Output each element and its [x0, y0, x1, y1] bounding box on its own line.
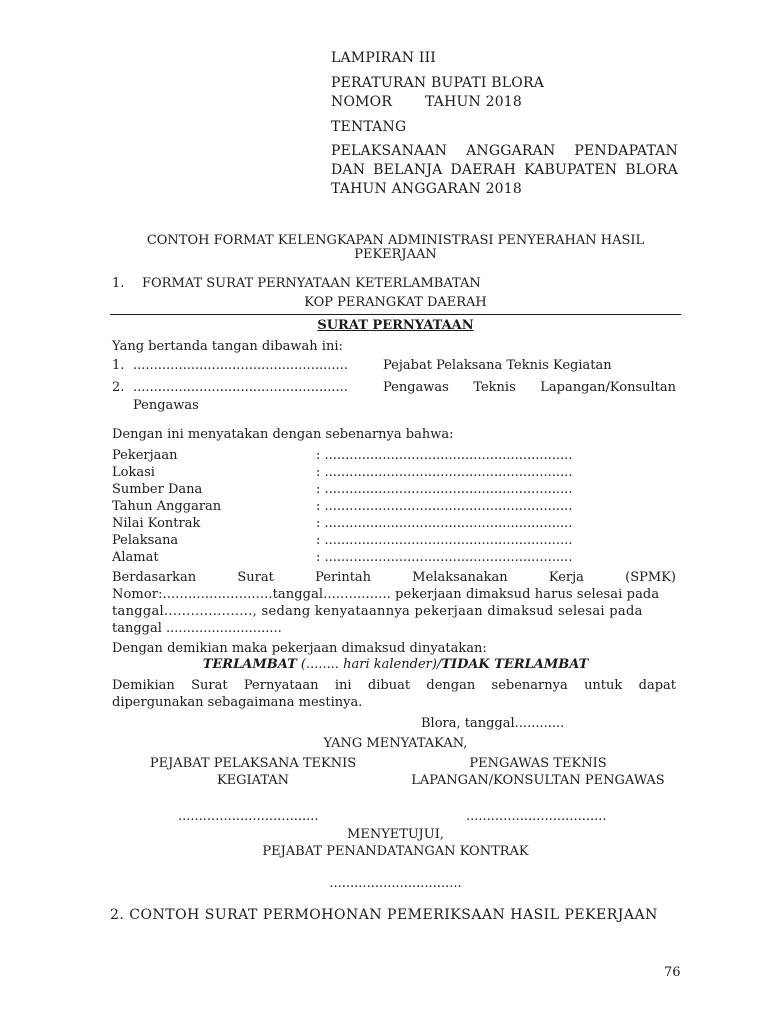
closing-word: untuk	[584, 678, 623, 693]
basis-word: Kerja	[548, 570, 584, 585]
signer-1-dots: ....................................................	[133, 358, 348, 373]
field-value-sumber-dana: : ............................................................	[316, 482, 573, 497]
role-word: Lapangan/Konsultan	[540, 380, 676, 395]
right-signature-line: ..................................	[466, 809, 607, 824]
subject-word: ANGGARAN	[466, 143, 556, 159]
approver-title: PEJABAT PENANDATANGAN KONTRAK	[262, 844, 529, 859]
section-1-number: 1.	[112, 276, 125, 291]
subject-word: BELANJA	[373, 162, 443, 178]
closing-word: sebenarnya	[491, 678, 568, 693]
signer-2-dots: ....................................................	[133, 380, 348, 395]
field-value-alamat: : ............................................................	[316, 550, 573, 565]
document-title-line-2: PEKERJAAN	[354, 247, 437, 262]
closing-word: ini	[334, 678, 352, 693]
approver-signature-line: ................................	[329, 876, 462, 891]
subject-line-1	[331, 143, 678, 159]
signer-2-role	[383, 380, 676, 395]
field-label-lokasi: Lokasi	[112, 465, 155, 480]
letter-title: SURAT PERNYATAAN	[317, 318, 474, 333]
nomor-label: NOMOR	[331, 94, 393, 110]
signer-2-role-continued: Pengawas	[133, 398, 199, 413]
basis-word: Melaksanakan	[412, 570, 508, 585]
section-2-heading: 2. CONTOH SURAT PERMOHONAN PEMERIKSAAN HASIL PEKERJAAN	[110, 907, 658, 923]
field-value-nilai-kontrak: : ............................................................	[316, 516, 573, 531]
left-signer-title-2: KEGIATAN	[216, 773, 290, 788]
closing-word: dibuat	[367, 678, 411, 693]
closing-word: Pernyataan	[243, 678, 319, 693]
letterhead-divider	[110, 314, 681, 315]
field-label-pekerjaan: Pekerjaan	[112, 448, 178, 463]
basis-word: (SPMK)	[625, 570, 676, 585]
field-label-tahun-anggaran: Tahun Anggaran	[112, 499, 222, 514]
declarer-label: YANG MENYATAKAN,	[323, 736, 468, 751]
field-value-tahun-anggaran: : ............................................................	[316, 499, 573, 514]
signer-1-number: 1.	[112, 358, 125, 373]
status-line	[110, 657, 681, 672]
left-signature-line: ..................................	[178, 809, 319, 824]
field-label-nilai-kontrak: Nilai Kontrak	[112, 516, 201, 531]
section-1-heading: FORMAT SURAT PERNYATAAN KETERLAMBATAN	[142, 276, 481, 291]
subject-word: PENDAPATAN	[574, 143, 678, 159]
field-value-pekerjaan: : ............................................................	[316, 448, 573, 463]
right-signer-title-2: LAPANGAN/KONSULTAN PENGAWAS	[411, 773, 665, 788]
closing-word: Surat	[191, 678, 228, 693]
subject-word: BLORA	[625, 162, 678, 178]
field-label-pelaksana: Pelaksana	[112, 533, 179, 548]
signer-1-role: Pejabat Pelaksana Teknis Kegiatan	[383, 358, 612, 373]
basis-line-1	[112, 570, 676, 585]
place-date: Blora, tanggal............	[421, 716, 565, 731]
field-value-lokasi: : ............................................................	[316, 465, 573, 480]
subject-word: PELAKSANAAN	[331, 143, 448, 159]
lampiran-label: LAMPIRAN III	[331, 50, 437, 66]
basis-line-4: tanggal ............................	[112, 621, 282, 636]
status-late: TERLAMBAT	[202, 657, 297, 672]
basis-line-2: Nomor:..........................tanggal................ pekerjaan dimaksud harus selesai pada	[112, 587, 660, 602]
closing-word: Demikian	[112, 678, 175, 693]
statement-text: Dengan ini menyatakan dengan sebenarnya bahwa:	[112, 427, 454, 442]
basis-word: Perintah	[315, 570, 372, 585]
closing-word: dapat	[638, 678, 676, 693]
subject-word: KABUPATEN	[524, 162, 618, 178]
page-number: 76	[664, 965, 681, 980]
field-value-pelaksana: : ............................................................	[316, 533, 573, 548]
subject-word: DAERAH	[450, 162, 517, 178]
closing-line-2: dipergunakan sebagaimana mestinya.	[112, 695, 363, 710]
basis-line-3: tanggal...................., sedang kenyataannya pekerjaan dimaksud selesai pada	[112, 604, 643, 619]
approve-label: MENYETUJUI,	[347, 827, 444, 842]
field-label-sumber-dana: Sumber Dana	[112, 482, 203, 497]
basis-word: Surat	[237, 570, 274, 585]
right-signer-title-1: PENGAWAS TEKNIS	[469, 756, 607, 771]
basis-word: Berdasarkan	[112, 570, 197, 585]
role-word: Teknis	[473, 380, 516, 395]
role-word: Pengawas	[383, 380, 449, 395]
left-signer-title-1: PEJABAT PELAKSANA TEKNIS	[149, 756, 357, 771]
status-days: (........ hari kalender)/	[296, 657, 442, 672]
subject-line-3: TAHUN ANGGARAN 2018	[331, 181, 523, 197]
field-label-alamat: Alamat	[112, 550, 159, 565]
closing-word: dengan	[426, 678, 476, 693]
intro-text: Yang bertanda tangan dibawah ini:	[112, 339, 343, 354]
closing-line-1	[112, 678, 676, 693]
peraturan-label: PERATURAN BUPATI BLORA	[331, 75, 545, 91]
document-title-line-1: CONTOH FORMAT KELENGKAPAN ADMINISTRASI PENYERAHAN HASIL	[146, 233, 645, 248]
subject-line-2	[331, 162, 678, 178]
tahun-label: TAHUN 2018	[425, 94, 523, 110]
status-not-late: TIDAK TERLAMBAT	[441, 657, 589, 672]
tentang-label: TENTANG	[331, 119, 407, 135]
kop-perangkat-daerah: KOP PERANGKAT DAERAH	[304, 295, 487, 310]
declared-text: Dengan demikian maka pekerjaan dimaksud dinyatakan:	[112, 641, 487, 656]
signer-2-number: 2.	[112, 380, 125, 395]
subject-word: DAN	[331, 162, 366, 178]
